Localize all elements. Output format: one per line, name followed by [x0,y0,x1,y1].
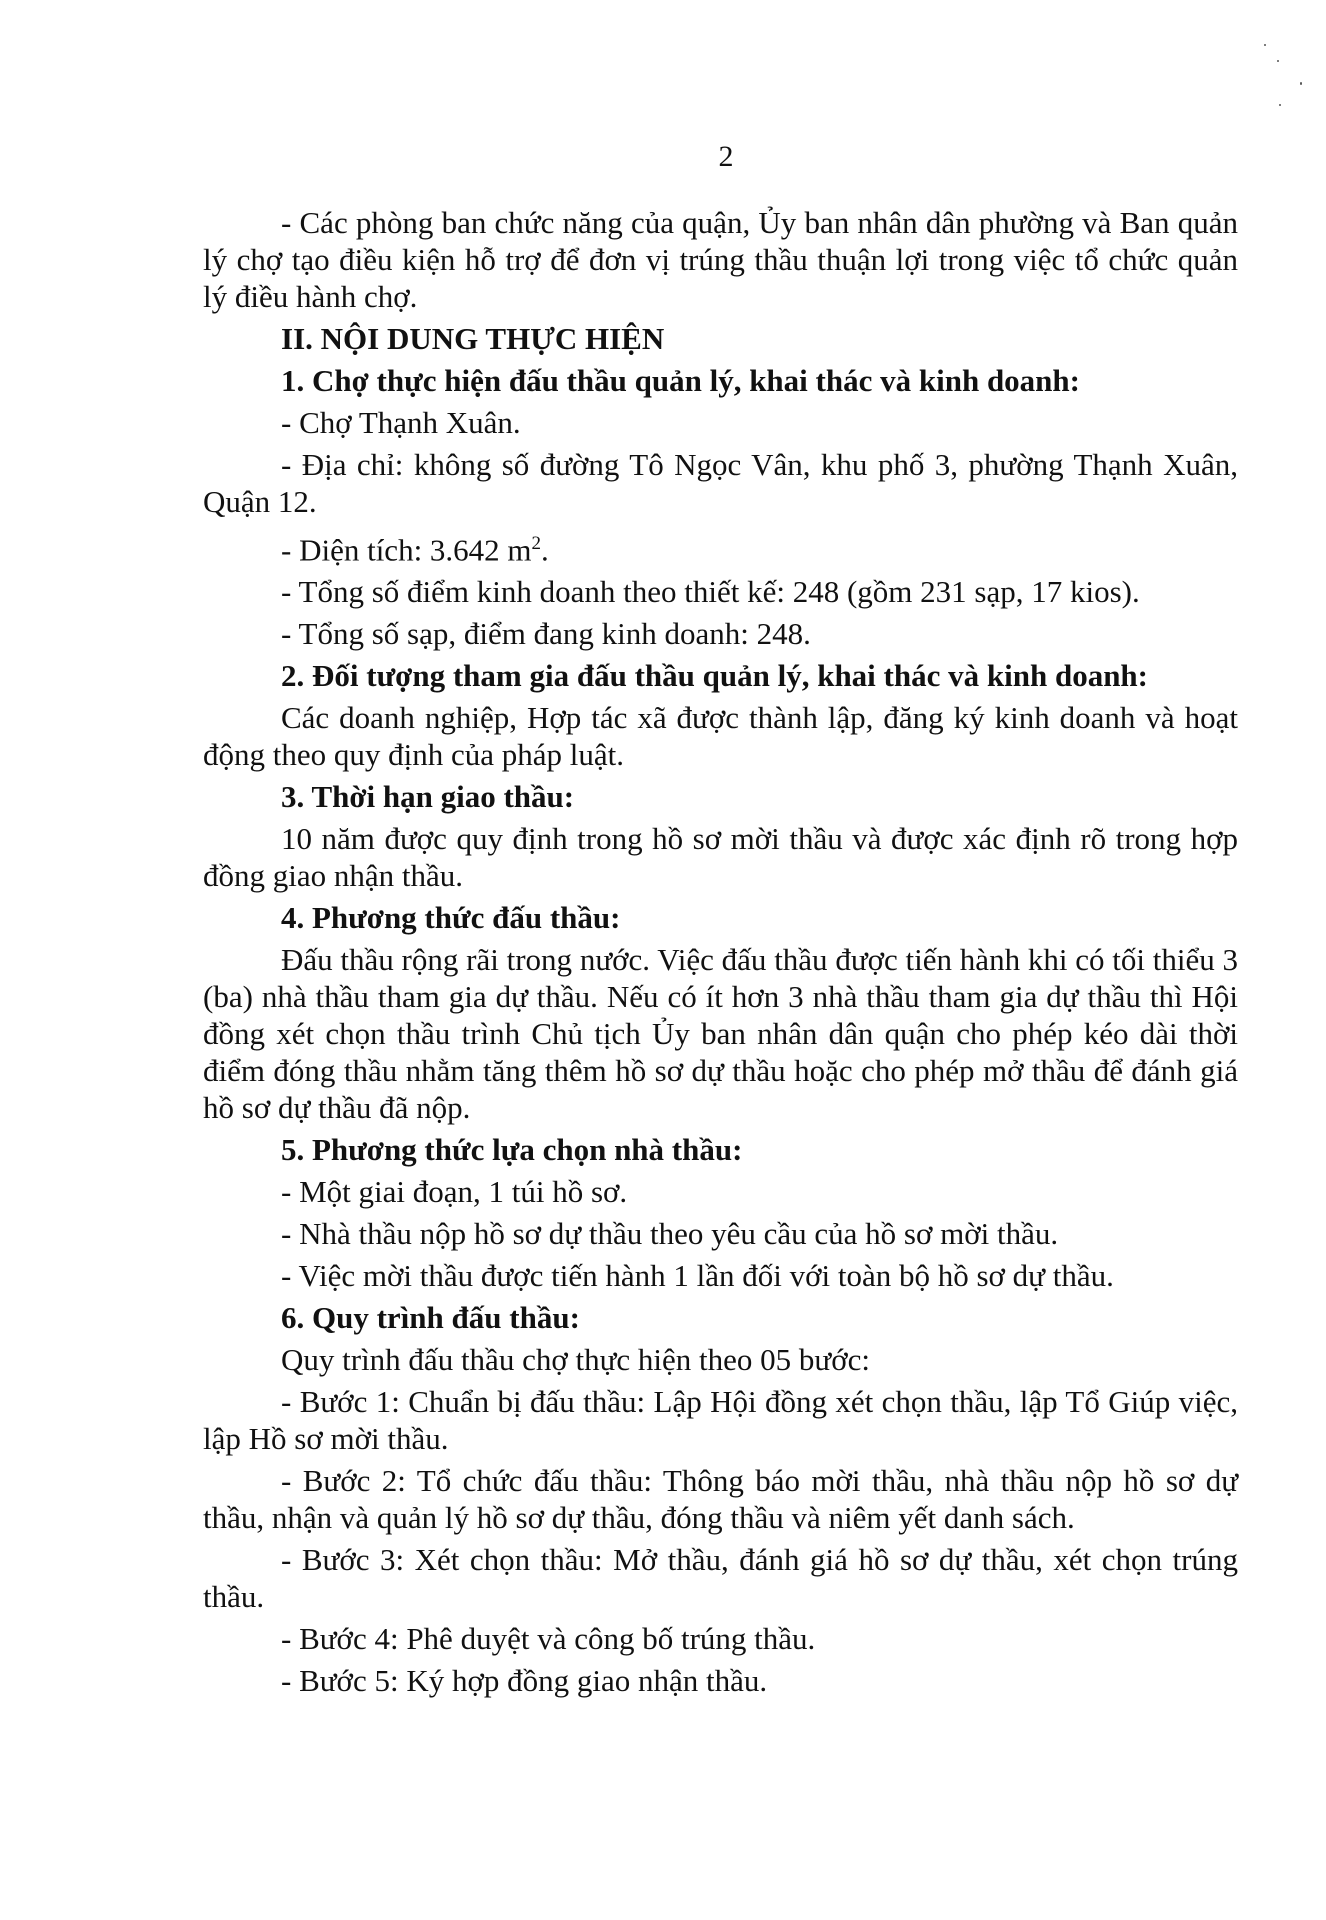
s1-area [203,525,1238,568]
s1-total-design: - Tổng số điểm kinh doanh theo thiết kế: 248 (gồm 231 sạp, 17 kios). [281,574,1140,610]
page-number: 2 [718,140,734,173]
scan-speck [1279,104,1281,106]
s3-heading: 3. Thời hạn giao thầu: [281,779,575,815]
s5-item: - Một giai đoạn, 1 túi hồ sơ. [281,1174,628,1210]
s3-body: 10 năm được quy định trong hồ sơ mời thầu và được xác định rõ trong hợp đồng giao nhận thầu. [203,821,1238,894]
s1-market: - Chợ Thạnh Xuân. [281,405,521,440]
s5-item: - Việc mời thầu được tiến hành 1 lần đối với toàn bộ hồ sơ dự thầu. [281,1258,1114,1294]
s1-area-sup: 2 [531,533,542,554]
s6-heading: 6. Quy trình đấu thầu: [281,1300,580,1336]
intro-paragraph: - Các phòng ban chức năng của quận, Ủy ban nhân dân phường và Ban quản lý chợ tạo điều kiện hỗ trợ để đơn vị trúng thầu thuận lợi trong việc tổ chức quản lý điều hành chợ. [203,205,1238,314]
s1-heading: 1. Chợ thực hiện đấu thầu quản lý, khai thác và kinh doanh: [281,363,1080,398]
s6-step: - Bước 2: Tổ chức đấu thầu: Thông báo mời thầu, nhà thầu nộp hồ sơ dự thầu, nhận và quản lý hồ sơ dự thầu, đóng thầu và niêm yết danh sách. [203,1463,1238,1536]
section-title: II. NỘI DUNG THỰC HIỆN [281,321,665,356]
s1-total-active: - Tổng số sạp, điểm đang kinh doanh: 248. [281,616,811,652]
s6-step: - Bước 4: Phê duyệt và công bố trúng thầu. [281,1621,816,1657]
s6-intro: Quy trình đấu thầu chợ thực hiện theo 05 bước: [281,1342,870,1378]
scan-speck [1277,60,1279,62]
s6-step: - Bước 1: Chuẩn bị đấu thầu: Lập Hội đồng xét chọn thầu, lập Tổ Giúp việc, lập Hồ sơ mời thầu. [203,1384,1238,1457]
s1-area-suffix: . [541,532,549,568]
s5-heading: 5. Phương thức lựa chọn nhà thầu: [281,1132,743,1168]
s6-step: - Bước 5: Ký hợp đồng giao nhận thầu. [281,1663,768,1699]
scan-speck [1264,44,1266,46]
s4-body: Đấu thầu rộng rãi trong nước. Việc đấu thầu được tiến hành khi có tối thiểu 3 (ba) nhà thầu tham gia dự thầu. Nếu có ít hơn 3 nhà thầu tham gia dự thầu thì Hội đồng xét chọn thầu trình Chủ tịch Ủy ban nhân dân quận cho phép kéo dài thời điểm đóng thầu nhằm tăng thêm hồ sơ dự thầu hoặc cho phép mở thầu để đánh giá hồ sơ dự thầu đã nộp. [203,942,1238,1126]
s1-address: - Địa chỉ: không số đường Tô Ngọc Vân, khu phố 3, phường Thạnh Xuân, Quận 12. [203,447,1238,519]
s6-step: - Bước 3: Xét chọn thầu: Mở thầu, đánh giá hồ sơ dự thầu, xét chọn trúng thầu. [203,1542,1238,1615]
document-body [203,204,1238,1699]
s2-body: Các doanh nghiệp, Hợp tác xã được thành lập, đăng ký kinh doanh và hoạt động theo quy định của pháp luật. [203,700,1238,773]
s5-item: - Nhà thầu nộp hồ sơ dự thầu theo yêu cầu của hồ sơ mời thầu. [281,1216,1059,1252]
s4-heading: 4. Phương thức đấu thầu: [281,900,621,936]
s2-heading: 2. Đối tượng tham gia đấu thầu quản lý, khai thác và kinh doanh: [281,658,1149,694]
scan-speck [1300,82,1302,85]
s1-area-prefix: - Diện tích: 3.642 m [281,532,532,568]
